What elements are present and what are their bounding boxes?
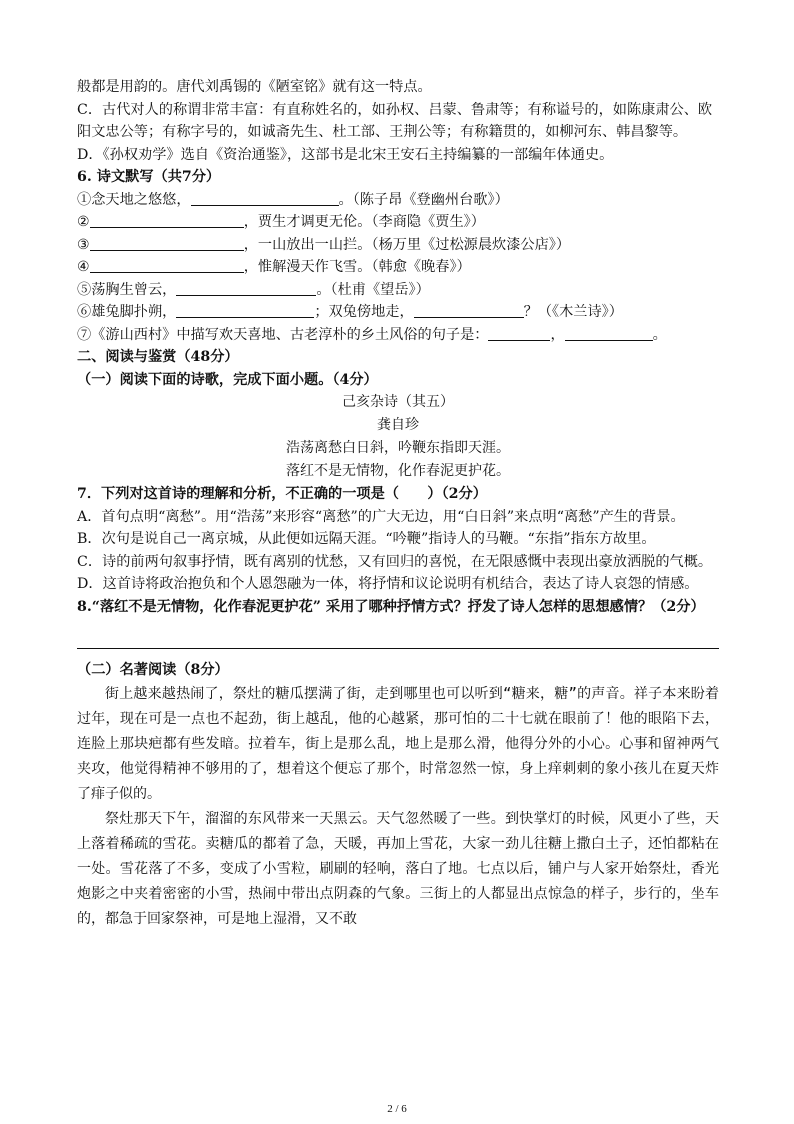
answer-line [77, 648, 719, 649]
answer-blank[interactable] [90, 212, 244, 228]
passage-paragraph-1: 街上越来越热闹了，祭灶的糖瓜摆满了街，走到哪里也可以听到“糖来，糖”的声音。祥子本来盼着过年，现在可是一点也不起劲，街上越乱，他的心越紧，那可怕的二十七就在眼前了！他的眼陷下去，连脸上那块疤都有些发暗。拉着车，街上是那么乱，地上是那么滑，他得分外的小心。心事和留神两气夹攻，他觉得精神不够用的了，想着这个便忘了那个，时常忽然一惊，身上痒刺刺的象小孩儿在夏天炸了痱子似的。 [77, 685, 719, 802]
q7-option-b: B．次句是说自己一离京城，从此便如远隔天涯。“吟鞭”指诗人的马鞭。“东指”指东方故里。 [77, 531, 656, 547]
answer-blank[interactable] [565, 325, 653, 341]
q6-line-4: ④ ，惟解漫天作飞雪。（韩愈《晚春》） [77, 259, 471, 275]
part-1-title: （一）阅读下面的诗歌，完成下面小题。（4分） [77, 371, 378, 388]
q6-line-5: ⑤荡胸生曾云， 。（杜甫《望岳》） [77, 281, 430, 298]
answer-blank[interactable] [191, 190, 339, 206]
option-d: D．《孙权劝学》选自《资治通鉴》，这部书是北宋王安石主持编纂的一部编年体通史。 [77, 146, 614, 163]
answer-blank[interactable] [90, 257, 244, 273]
option-b-continuation: 般都是用韵的。唐代刘禹锡的《陋室铭》就有这一特点。 [77, 79, 432, 95]
q8-stem: 8.“落红不是无情物，化作春泥更护花” 采用了哪种抒情方式？抒发了诗人怎样的思想感情？（2分） [77, 598, 705, 615]
poem-line-1: 浩荡离愁白日斜，吟鞭东指即天涯。 [286, 440, 510, 456]
answer-blank[interactable] [176, 302, 314, 318]
answer-blank[interactable] [488, 325, 550, 341]
q6-line-1: ①念天地之悠悠， 。（陈子昂《登幽州台歌》） [77, 191, 509, 208]
q7-option-c: C．诗的前两句叙事抒情，既有离别的忧愁，又有回归的喜悦，在无限感慨中表现出豪放洒脱的气概。 [77, 553, 713, 570]
q6-line-2: ② ，贾生才调更无伦。（李商隐《贾生》） [77, 214, 485, 230]
q6-line-6: ⑥雄兔脚扑朔， ；双兔傍地走， ？（《木兰诗》） [77, 304, 623, 320]
option-c: C．古代对人的称谓非常丰富：有直称姓名的，如孙权、吕蒙、鲁肃等；有称谥号的，如陈康肃公、欧阳文忠公等；有称字号的，如诚斋先生、杜工部、王荆公等；有称籍贯的，如柳河东、韩昌黎等。 [77, 101, 713, 140]
part-2-title: （二）名著阅读（8分） [77, 662, 229, 678]
q6-title: 6. 诗文默写（共7分） [77, 169, 221, 185]
page-content [77, 76, 719, 932]
q7-option-a: A．首句点明“离愁”。用“浩荡”来形容“离愁”的广大无边，用“白日斜”来点明“离愁”产生的背景。 [77, 508, 685, 525]
section-2-title: 二、阅读与鉴赏（48分） [77, 349, 239, 365]
poem-author: 龚自珍 [377, 417, 419, 433]
poem-line-2: 落红不是无情物，化作春泥更护花。 [286, 463, 510, 479]
q6-line-3: ③ ，一山放出一山拦。（杨万里《过松源晨炊漆公店》） [77, 236, 571, 253]
answer-blank[interactable] [176, 280, 316, 296]
answer-blank[interactable] [414, 302, 524, 318]
q7-option-d: D．这首诗将政治抱负和个人恩怨融为一体，将抒情和议论说明有机结合，表达了诗人哀怨的情感。 [77, 576, 699, 592]
q6-line-7: ⑦《游山西村》中描写欢天喜地、古老淳朴的乡土风俗的句子是： ， 。 [77, 326, 667, 343]
passage-paragraph-2: 祭灶那天下午，溜溜的东风带来一天黑云。天气忽然暖了一些。到快掌灯的时候，风更小了些，天上落着稀疏的雪花。卖糖瓜的都着了急，天暖，再加上雪花，大家一劲儿往糖上撒白土子，还怕都粘在一处。雪花落了不多，变成了小雪粒，刷刷的轻响，落白了地。七点以后，铺户与人家开始祭灶，香光炮影之中夹着密密的小雪，热闹中带出点阴森的气象。三街上的人都显出点惊急的样子，步行的，坐车的，都急于回家祭神，可是地上湿滑，又不敢 [77, 810, 719, 927]
page-number: 2 / 6 [387, 1103, 407, 1115]
q7-stem: 7．下列对这首诗的理解和分析，不正确的一项是（ ）（2分） [77, 486, 487, 502]
answer-blank[interactable] [90, 235, 244, 251]
poem-title: 己亥杂诗（其五） [342, 394, 454, 410]
